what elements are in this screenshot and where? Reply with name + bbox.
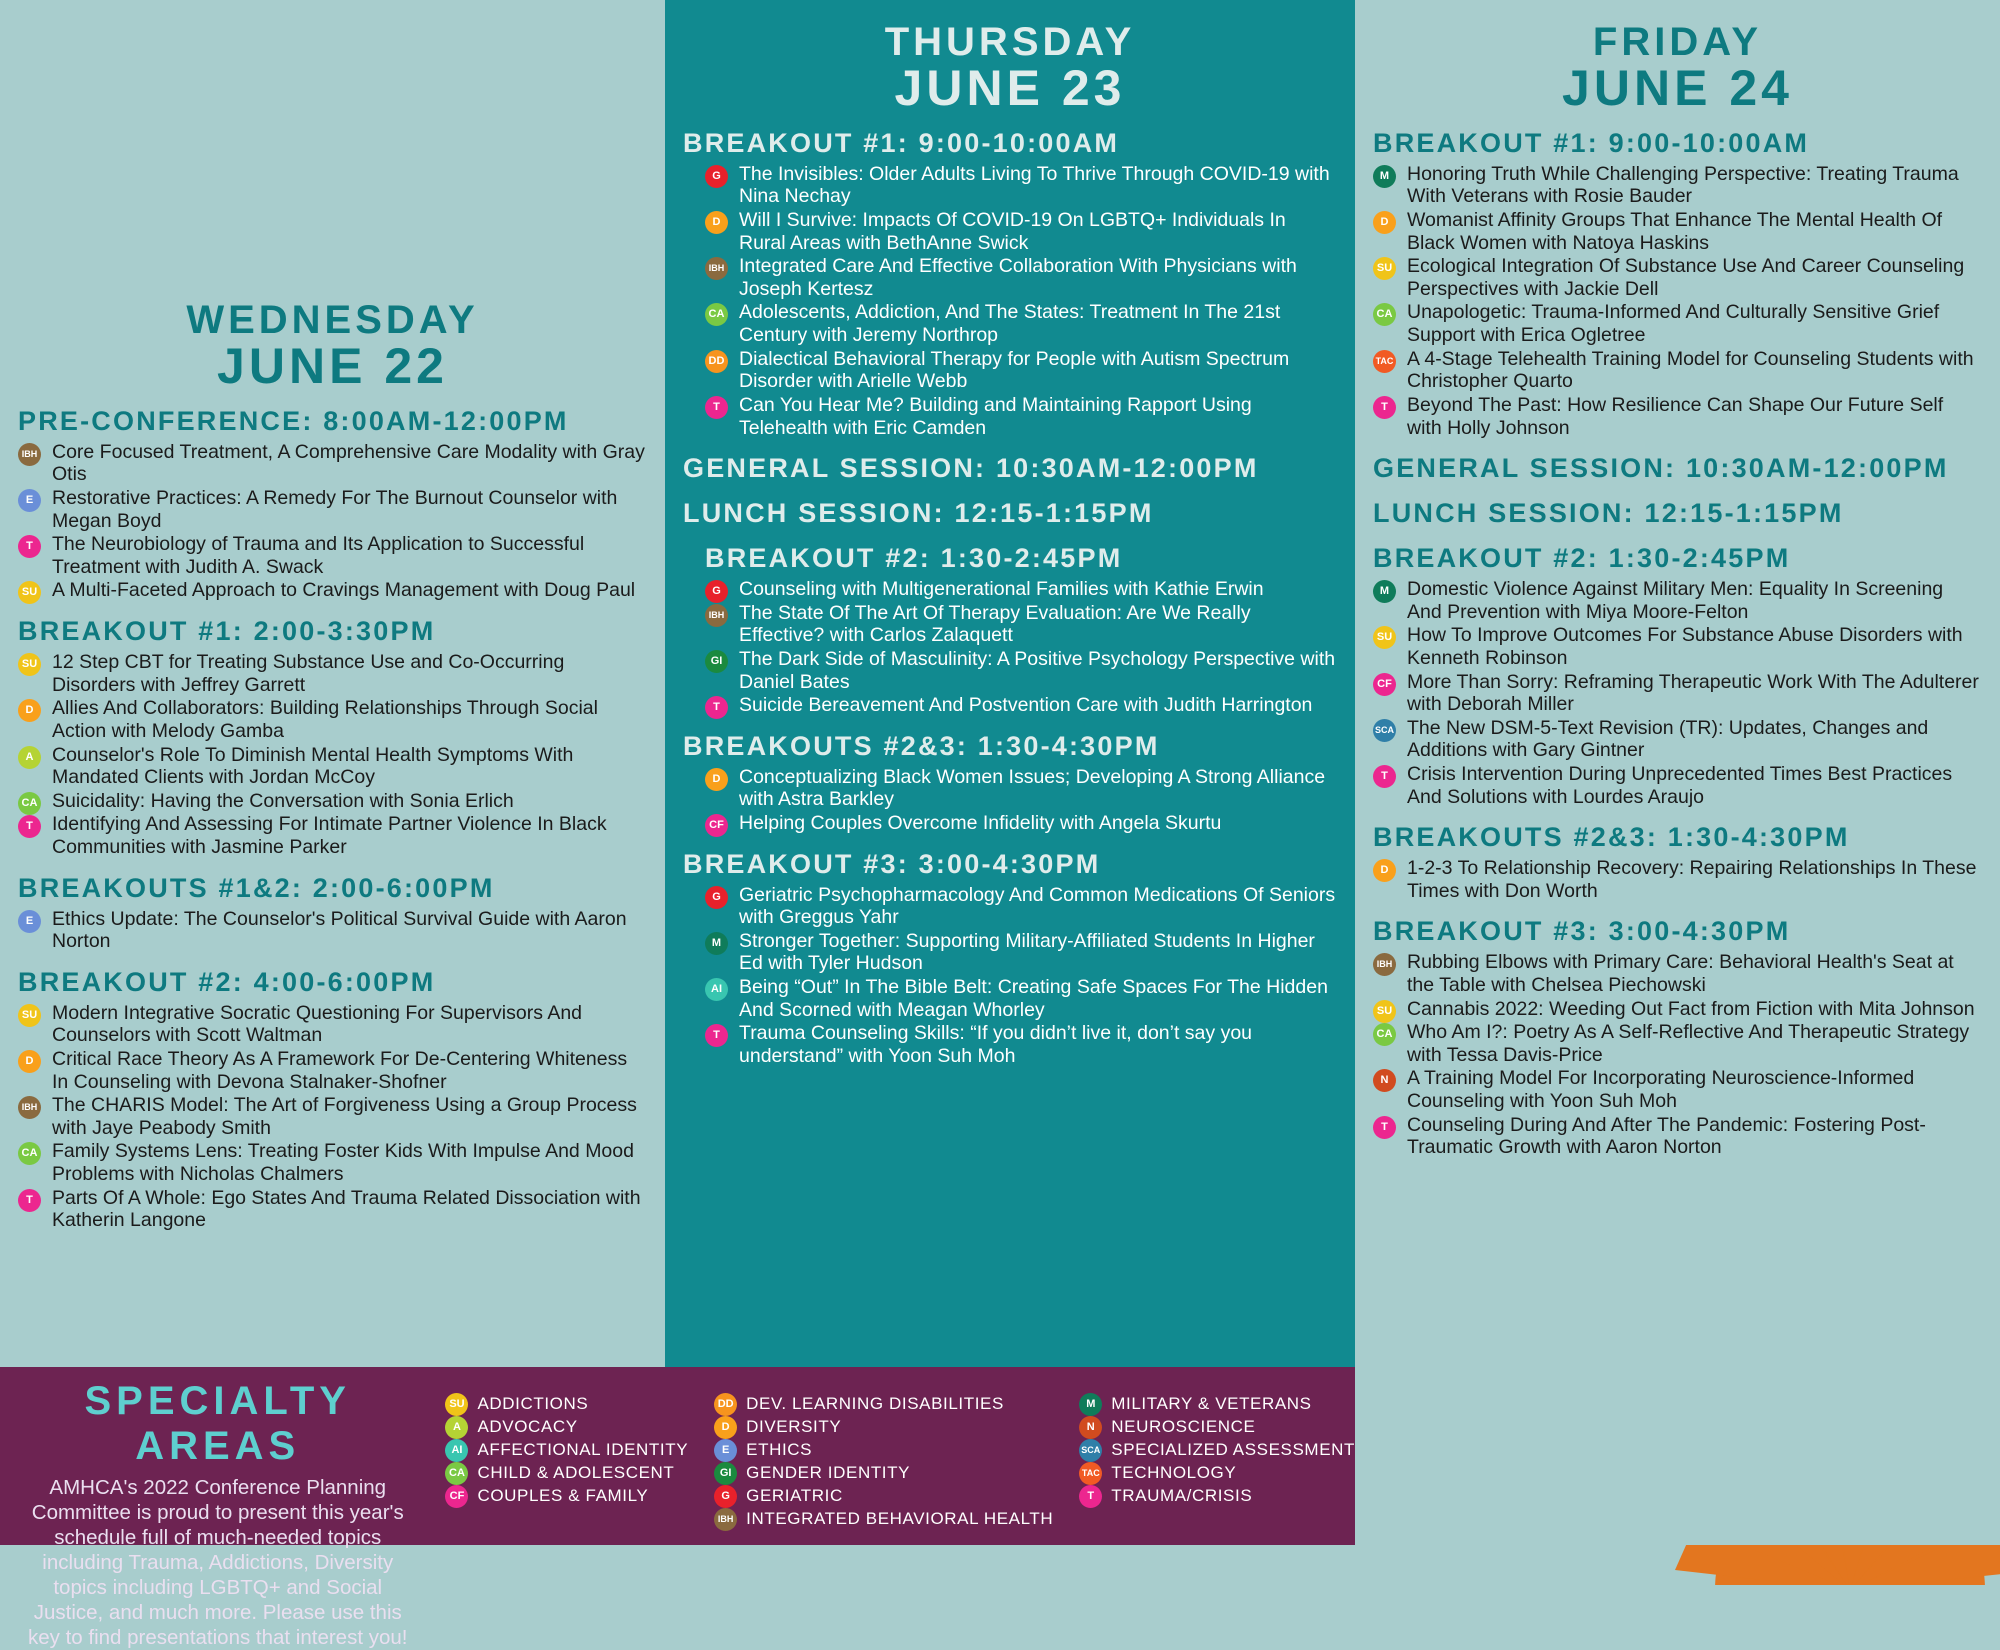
specialty-tag-d: D <box>705 211 728 234</box>
specialty-tag-g: G <box>714 1485 737 1508</box>
session-title: Suicide Bereavement And Postvention Care with Judith Harrington <box>739 694 1313 717</box>
session-item <box>18 1094 647 1139</box>
legend-item-sca <box>1079 1439 1355 1460</box>
session-item <box>1373 857 1982 902</box>
session-title: Counseling During And After The Pandemic: Fostering Post-Traumatic Growth with Aaron Norton <box>1407 1113 1926 1159</box>
column-wednesday <box>0 0 665 1545</box>
session-item <box>1373 578 1982 623</box>
specialty-areas-legend <box>435 1367 1355 1545</box>
specialty-tag-t: T <box>18 535 41 558</box>
session-item <box>705 255 1337 300</box>
legend-label: NEUROSCIENCE <box>1111 1417 1256 1436</box>
specialty-tag-g: G <box>705 580 728 603</box>
session-block-title: BREAKOUT #1: 9:00-10:00AM <box>683 127 1120 158</box>
session-block-title: LUNCH SESSION: 12:15-1:15PM <box>1373 498 1844 529</box>
session-title: Counselor's Role To Diminish Mental Health Symptoms With Mandated Clients with Jordan McCoy <box>52 743 574 789</box>
specialty-tag-ibh: IBH <box>705 257 728 280</box>
session-title: Ethics Update: The Counselor's Political Survival Guide with Aaron Norton <box>52 907 627 953</box>
legend-column <box>714 1393 1053 1545</box>
specialty-areas-body: AMHCA's 2022 Conference Planning Committee is proud to present this year's schedule full of much-needed topics including Trauma, Addictions, Diversity topics including LGBTQ+ and Social Justice, and much more. Please use this key to find presentations that interest you! <box>28 1476 408 1649</box>
session-title: Allies And Collaborators: Building Relationships Through Social Action with Melody Gamba <box>52 697 598 742</box>
session-item <box>18 1140 647 1185</box>
specialty-tag-su: SU <box>1373 626 1396 649</box>
specialty-tag-e: E <box>18 489 41 512</box>
session-item <box>1373 163 1982 208</box>
session-block-title: BREAKOUT #2: 4:00-6:00PM <box>18 966 436 997</box>
session-title: Unapologetic: Trauma-Informed And Culturally Sensitive Grief Support with Erica Ogletree <box>1407 301 1940 347</box>
specialty-tag-n: N <box>1079 1416 1102 1439</box>
session-title: Parts Of A Whole: Ego States And Trauma Related Dissociation with Katherin Langone <box>52 1186 641 1232</box>
friday-sections <box>1373 128 1982 1159</box>
column-thursday <box>665 0 1355 1545</box>
specialty-tag-a: A <box>445 1416 468 1439</box>
specialty-tag-t: T <box>1373 1116 1396 1139</box>
session-item <box>1373 951 1982 996</box>
session-item <box>705 812 1337 835</box>
session-block-title: BREAKOUTS #1&2: 2:00-6:00PM <box>18 872 495 903</box>
session-title: Womanist Affinity Groups That Enhance The Mental Health Of Black Women with Natoya Haskins <box>1407 209 1943 254</box>
specialty-tag-ca: CA <box>1373 1023 1396 1046</box>
legend-item-m <box>1079 1393 1355 1414</box>
specialty-tag-gi: GI <box>705 650 728 673</box>
session-list <box>683 578 1337 717</box>
session-title: Identifying And Assessing For Intimate Partner Violence In Black Communities with Jasmine Parker <box>52 813 607 858</box>
specialty-tag-m: M <box>1373 580 1396 603</box>
specialty-tag-d: D <box>1373 211 1396 234</box>
specialty-tag-d: D <box>1373 859 1396 882</box>
session-list <box>18 1002 647 1232</box>
session-item <box>1373 763 1982 808</box>
specialty-tag-t: T <box>1079 1485 1102 1508</box>
specialty-tag-e: E <box>18 910 41 933</box>
specialty-tag-ai: AI <box>705 978 728 1001</box>
specialty-areas-banner <box>0 1367 1355 1649</box>
legend-item-d <box>714 1416 1053 1437</box>
specialty-tag-t: T <box>1373 765 1396 788</box>
legend-label: DEV. LEARNING DISABILITIES <box>746 1394 1004 1413</box>
session-item <box>1373 255 1982 300</box>
session-title: How To Improve Outcomes For Substance Abuse Disorders with Kenneth Robinson <box>1407 624 1963 669</box>
session-list <box>683 766 1337 835</box>
specialty-tag-t: T <box>18 1189 41 1212</box>
specialty-tag-su: SU <box>445 1393 468 1416</box>
legend-label: GENDER IDENTITY <box>746 1463 911 1482</box>
session-title: Who Am I?: Poetry As A Self-Reflective And Therapeutic Strategy with Tessa Davis-Price <box>1407 1021 1970 1066</box>
specialty-tag-cf: CF <box>445 1485 468 1508</box>
session-list <box>683 163 1337 439</box>
specialty-tag-su: SU <box>1373 1000 1396 1023</box>
legend-item-dd <box>714 1393 1053 1414</box>
session-list <box>18 651 647 858</box>
legend-label: MILITARY & VETERANS <box>1111 1394 1312 1413</box>
session-item <box>18 533 647 578</box>
session-item <box>18 813 647 858</box>
legend-column <box>1079 1393 1355 1545</box>
legend-item-n <box>1079 1416 1355 1437</box>
session-list <box>683 884 1337 1068</box>
legend-label: SPECIALIZED ASSESSMENT <box>1111 1440 1355 1459</box>
legend-label: ETHICS <box>746 1440 813 1459</box>
thursday-date: JUNE 23 <box>894 59 1126 116</box>
session-title: The CHARIS Model: The Art of Forgiveness Using a Group Process with Jaye Peabody Smith <box>52 1094 637 1139</box>
session-block-title: BREAKOUT #3: 3:00-4:30PM <box>1373 916 1791 947</box>
specialty-tag-e: E <box>714 1439 737 1462</box>
session-item <box>1373 671 1982 716</box>
session-item <box>705 1022 1337 1067</box>
wednesday-day-of-week: WEDNESDAY <box>186 298 479 342</box>
session-item <box>705 766 1337 811</box>
session-title: Ecological Integration Of Substance Use And Career Counseling Perspectives with Jackie Dell <box>1407 255 1965 300</box>
session-item <box>705 930 1337 975</box>
legend-column <box>445 1393 688 1545</box>
specialty-tag-d: D <box>18 1050 41 1073</box>
session-title: A Multi-Faceted Approach to Cravings Management with Doug Paul <box>52 579 636 602</box>
session-title: Dialectical Behavioral Therapy for People with Autism Spectrum Disorder with Arielle Webb <box>739 347 1290 393</box>
session-title: Core Focused Treatment, A Comprehensive Care Modality with Gray Otis <box>52 440 645 486</box>
session-item <box>1373 717 1982 762</box>
session-block-title: BREAKOUT #1: 9:00-10:00AM <box>1373 127 1810 158</box>
session-block-title: LUNCH SESSION: 12:15-1:15PM <box>683 498 1154 529</box>
specialty-tag-m: M <box>1373 165 1396 188</box>
friday-heading <box>1373 22 1982 114</box>
wednesday-heading <box>18 300 647 392</box>
session-title: Geriatric Psychopharmacology And Common Medications Of Seniors with Greggus Yahr <box>739 883 1336 929</box>
session-list <box>1373 857 1982 902</box>
specialty-tag-gi: GI <box>714 1462 737 1485</box>
session-title: Family Systems Lens: Treating Foster Kids With Impulse And Mood Problems with Nicholas Chalmers <box>52 1140 634 1186</box>
session-item <box>18 441 647 486</box>
session-item <box>1373 301 1982 346</box>
friday-date: JUNE 24 <box>1562 59 1793 116</box>
session-item <box>18 697 647 742</box>
session-item <box>705 209 1337 254</box>
specialty-tag-tac: TAC <box>1373 350 1396 373</box>
legend-label: COUPLES & FAMILY <box>477 1486 649 1505</box>
specialty-tag-ibh: IBH <box>18 443 41 466</box>
session-list <box>1373 951 1982 1158</box>
session-item <box>18 487 647 532</box>
session-item <box>18 651 647 696</box>
specialty-tag-t: T <box>1373 396 1396 419</box>
session-title: 1-2-3 To Relationship Recovery: Repairing Relationships In These Times with Don Worth <box>1407 857 1977 902</box>
session-item <box>705 648 1337 693</box>
session-title: Can You Hear Me? Building and Maintaining Rapport Using Telehealth with Eric Camden <box>739 393 1252 439</box>
legend-label: INTEGRATED BEHAVIORAL HEALTH <box>746 1509 1054 1528</box>
session-title: Critical Race Theory As A Framework For De-Centering Whiteness In Counseling with Devona Stalnaker-Shofner <box>52 1047 628 1093</box>
specialty-tag-m: M <box>1079 1393 1102 1416</box>
specialty-tag-ai: AI <box>445 1439 468 1462</box>
session-item <box>705 163 1337 208</box>
session-title: Adolescents, Addiction, And The States: Treatment In The 21st Century with Jeremy Northrop <box>739 301 1281 347</box>
specialty-tag-ca: CA <box>445 1462 468 1485</box>
session-title: Conceptualizing Black Women Issues; Developing A Strong Alliance with Astra Barkley <box>739 765 1326 811</box>
legend-item-cf <box>445 1485 688 1506</box>
session-title: The New DSM-5-Text Revision (TR): Updates, Changes and Additions with Gary Gintner <box>1407 716 1929 762</box>
session-item <box>1373 1067 1982 1112</box>
specialty-tag-sca: SCA <box>1373 719 1396 742</box>
specialty-tag-cf: CF <box>1373 673 1396 696</box>
session-list <box>18 908 647 953</box>
wednesday-sections <box>18 406 647 1232</box>
session-item <box>705 394 1337 439</box>
legend-label: TRAUMA/CRISIS <box>1111 1486 1253 1505</box>
specialty-tag-ca: CA <box>18 792 41 815</box>
legend-item-gi <box>714 1462 1053 1483</box>
session-block-title: BREAKOUT #1: 2:00-3:30PM <box>18 616 436 647</box>
specialty-tag-su: SU <box>18 581 41 604</box>
session-title: Honoring Truth While Challenging Perspective: Treating Trauma With Veterans with Rosie Bauder <box>1407 162 1959 208</box>
wednesday-date: JUNE 22 <box>217 337 448 394</box>
specialty-tag-g: G <box>705 165 728 188</box>
session-title: More Than Sorry: Reframing Therapeutic Work With The Adulterer with Deborah Miller <box>1407 670 1979 716</box>
legend-label: TECHNOLOGY <box>1111 1463 1237 1482</box>
thursday-heading <box>683 22 1337 114</box>
session-title: Suicidality: Having the Conversation with Sonia Erlich <box>52 789 514 812</box>
session-item <box>18 1002 647 1047</box>
session-title: The State Of The Art Of Therapy Evaluation: Are We Really Effective? with Carlos Zalaquett <box>739 601 1251 647</box>
session-title: Being “Out” In The Bible Belt: Creating Safe Spaces For The Hidden And Scorned with Meagan Whorley <box>739 976 1328 1021</box>
session-title: A 4-Stage Telehealth Training Model for Counseling Students with Christopher Quarto <box>1407 347 1974 393</box>
specialty-tag-su: SU <box>18 1004 41 1027</box>
legend-label: AFFECTIONAL IDENTITY <box>477 1440 689 1459</box>
specialty-tag-ca: CA <box>1373 303 1396 326</box>
legend-item-su <box>445 1393 688 1414</box>
specialty-tag-g: G <box>705 886 728 909</box>
specialty-tag-d: D <box>714 1416 737 1439</box>
friday-day-of-week: FRIDAY <box>1592 20 1763 64</box>
session-title: The Neurobiology of Trauma and Its Application to Successful Treatment with Judith A. Swack <box>52 533 585 578</box>
specialty-tag-t: T <box>18 815 41 838</box>
session-title: Helping Couples Overcome Infidelity with Angela Skurtu <box>739 811 1222 834</box>
specialty-tag-ibh: IBH <box>714 1508 737 1531</box>
specialty-areas-title: SPECIALTY AREAS <box>84 1379 351 1468</box>
session-item <box>18 1187 647 1232</box>
legend-item-e <box>714 1439 1053 1460</box>
specialty-tag-t: T <box>705 1024 728 1047</box>
session-item <box>705 602 1337 647</box>
legend-item-ibh <box>714 1508 1053 1529</box>
session-item <box>1373 209 1982 254</box>
session-title: Stronger Together: Supporting Military-Affiliated Students In Higher Ed with Tyler Hudson <box>739 929 1315 975</box>
session-block-title: BREAKOUT #3: 3:00-4:30PM <box>683 848 1101 879</box>
session-item <box>705 348 1337 393</box>
legend-label: ADVOCACY <box>477 1417 578 1436</box>
session-item <box>705 301 1337 346</box>
session-block-title: BREAKOUTS #2&3: 1:30-4:30PM <box>1373 822 1850 853</box>
session-title: Modern Integrative Socratic Questioning For Supervisors And Counselors with Scott Waltman <box>52 1001 583 1047</box>
specialty-tag-ibh: IBH <box>18 1096 41 1119</box>
specialty-tag-ibh: IBH <box>1373 953 1396 976</box>
session-title: Will I Survive: Impacts Of COVID-19 On LGBTQ+ Individuals In Rural Areas with BethAnne Swick <box>739 209 1286 254</box>
session-item <box>705 884 1337 929</box>
session-title: Crisis Intervention During Unprecedented Times Best Practices And Solutions with Lourdes Araujo <box>1407 762 1953 808</box>
session-title: Trauma Counseling Skills: “If you didn’t live it, don’t say you understand” with Yoon Suh Moh <box>739 1022 1253 1067</box>
session-item <box>1373 348 1982 393</box>
session-item <box>18 1048 647 1093</box>
legend-item-g <box>714 1485 1053 1506</box>
session-item <box>1373 624 1982 669</box>
session-block-title: GENERAL SESSION: 10:30AM-12:00PM <box>683 453 1259 484</box>
specialty-tag-n: N <box>1373 1069 1396 1092</box>
session-list <box>18 441 647 602</box>
session-item <box>1373 1021 1982 1066</box>
session-item <box>18 908 647 953</box>
specialty-tag-dd: DD <box>714 1393 737 1416</box>
legend-item-ca <box>445 1462 688 1483</box>
specialty-tag-m: M <box>705 932 728 955</box>
thursday-day-of-week: THURSDAY <box>884 20 1136 64</box>
session-list <box>1373 578 1982 808</box>
legend-label: ADDICTIONS <box>477 1394 589 1413</box>
session-title: Rubbing Elbows with Primary Care: Behavioral Health's Seat at the Table with Chelsea Piechowski <box>1407 951 1954 997</box>
session-item <box>705 694 1337 717</box>
specialty-tag-cf: CF <box>705 814 728 837</box>
legend-label: GERIATRIC <box>746 1486 843 1505</box>
specialty-tag-ca: CA <box>18 1142 41 1165</box>
session-title: Domestic Violence Against Military Men: Equality In Screening And Prevention with Miya Moore-Felton <box>1407 578 1944 623</box>
session-item <box>1373 394 1982 439</box>
legend-label: CHILD & ADOLESCENT <box>477 1463 675 1482</box>
legend-label: DIVERSITY <box>746 1417 842 1436</box>
session-item <box>18 744 647 789</box>
session-title: 12 Step CBT for Treating Substance Use and Co-Occurring Disorders with Jeffrey Garrett <box>52 651 565 696</box>
specialty-tag-d: D <box>705 768 728 791</box>
thursday-sections <box>683 128 1337 1068</box>
legend-item-t <box>1079 1485 1355 1506</box>
specialty-areas-text <box>0 1367 435 1649</box>
column-friday <box>1355 0 2000 1545</box>
specialty-tag-t: T <box>705 696 728 719</box>
specialty-tag-t: T <box>705 396 728 419</box>
session-title: The Invisibles: Older Adults Living To Thrive Through COVID-19 with Nina Nechay <box>739 162 1330 208</box>
session-title: Integrated Care And Effective Collaboration With Physicians with Joseph Kertesz <box>739 255 1297 300</box>
session-item <box>705 976 1337 1021</box>
specialty-tag-d: D <box>18 699 41 722</box>
specialty-tag-dd: DD <box>705 350 728 373</box>
legend-item-ai <box>445 1439 688 1460</box>
specialty-tag-a: A <box>18 746 41 769</box>
session-title: A Training Model For Incorporating Neuroscience-Informed Counseling with Yoon Suh Moh <box>1407 1067 1915 1113</box>
specialty-tag-sca: SCA <box>1079 1439 1102 1462</box>
session-title: Cannabis 2022: Weeding Out Fact from Fiction with Mita Johnson <box>1407 997 1975 1020</box>
specialty-tag-su: SU <box>18 653 41 676</box>
specialty-tag-ibh: IBH <box>705 604 728 627</box>
session-title: Beyond The Past: How Resilience Can Shape Our Future Self with Holly Johnson <box>1407 393 1944 439</box>
specialty-tag-ca: CA <box>705 303 728 326</box>
session-block-title: BREAKOUTS #2&3: 1:30-4:30PM <box>683 730 1160 761</box>
session-item <box>1373 998 1982 1021</box>
session-title: Restorative Practices: A Remedy For The Burnout Counselor with Megan Boyd <box>52 487 618 532</box>
specialty-tag-tac: TAC <box>1079 1462 1102 1485</box>
session-block-title: PRE-CONFERENCE: 8:00AM-12:00PM <box>18 405 569 436</box>
session-item <box>18 790 647 813</box>
session-title: The Dark Side of Masculinity: A Positive Psychology Perspective with Daniel Bates <box>739 647 1336 693</box>
session-item <box>1373 1114 1982 1159</box>
session-item <box>705 578 1337 601</box>
legend-item-tac <box>1079 1462 1355 1483</box>
session-block-title: BREAKOUT #2: 1:30-2:45PM <box>705 543 1123 574</box>
session-item <box>18 579 647 602</box>
session-list <box>1373 163 1982 439</box>
session-block-title: BREAKOUT #2: 1:30-2:45PM <box>1373 543 1791 574</box>
session-title: Counseling with Multigenerational Families with Kathie Erwin <box>739 578 1264 601</box>
session-block-title: GENERAL SESSION: 10:30AM-12:00PM <box>1373 453 1949 484</box>
specialty-tag-su: SU <box>1373 257 1396 280</box>
legend-item-a <box>445 1416 688 1437</box>
